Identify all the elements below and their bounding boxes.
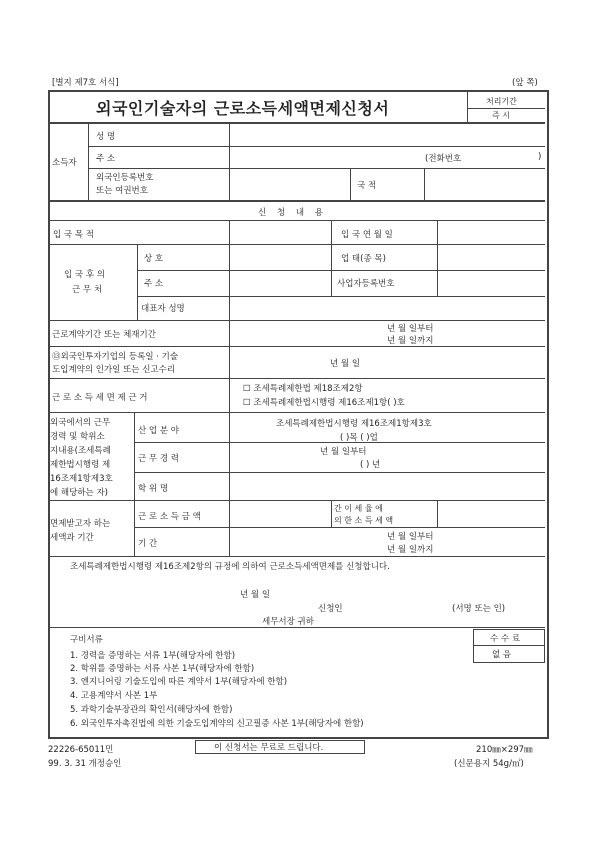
documents-heading: 구비서류	[70, 635, 103, 645]
career-field-label: 근 무 경 력	[138, 454, 179, 464]
contract-from: 년 월 일부터	[387, 324, 434, 334]
document-item: 6. 외국인투자촉진법에 의한 기술도입계약의 신고필증 사본 1부(해당자에 한함)	[70, 719, 364, 729]
basis-option-1[interactable]: ☐ 조세특례제한법 제18조제2항	[243, 384, 363, 394]
title-divider	[48, 122, 545, 124]
fee-value: 없 음	[492, 650, 512, 660]
application-heading: 신 청 내 용	[258, 208, 327, 218]
career-label-1: 외국에서의 근무	[50, 418, 111, 428]
phone-label: (전화번호	[425, 154, 462, 164]
career-value-2: ( ) 년	[360, 460, 381, 470]
entry-purpose-label: 입 국 목 적	[53, 230, 94, 240]
form-title: 외국인기술자의 근로소득세액면제신청서	[96, 99, 390, 118]
name-label: 성 명	[96, 132, 116, 142]
workplace-label-1: 입 국 후 의	[64, 270, 105, 280]
applicant-sign-label: 신청인	[318, 604, 343, 614]
sign-instruction: (서명 또는 인)	[452, 604, 506, 614]
declaration-statement: 조세특례제한법시행령 제16조제2항의 규정에 의하여 근로소득세액면제를 신청합니다.	[70, 562, 390, 572]
document-item: 4. 고용계약서 사본 1부	[70, 691, 158, 701]
career-value-1: 년 월 일부터	[320, 447, 367, 457]
period-from: 년 월 일부터	[387, 532, 434, 542]
paper-size: 210㎜×297㎜	[476, 745, 533, 755]
investment-date: 년 월 일	[330, 359, 361, 369]
processing-period-value: 즉 시	[492, 111, 510, 120]
form-number: [별지 제7호 서식]	[52, 78, 119, 88]
document-item: 1. 경력을 증명하는 서류 1부(해당자에 한함)	[70, 651, 236, 661]
registration-label-2: 또는 여권번호	[96, 186, 148, 196]
representative-label: 대표자 성명	[141, 304, 185, 314]
industry-label: 산 업 분 야	[138, 426, 179, 436]
period-label: 기 간	[138, 539, 158, 549]
career-label-2: 경력 및 학위소	[50, 432, 105, 442]
exempt-label-2: 세액과 기간	[50, 533, 94, 543]
career-label-3: 지내용(조세특례	[50, 446, 111, 456]
exempt-label-1: 면제받고자 하는	[50, 519, 111, 529]
industry-value-1: 조세특례제한법시행령 제16조제1항제3호	[276, 419, 432, 429]
business-type-label: 업 태(종 목)	[341, 254, 386, 264]
fee-label: 수 수 료	[490, 634, 521, 644]
form-code: 22226-65011민	[48, 745, 114, 755]
page-side-label: (앞 쪽)	[512, 78, 538, 88]
period-to: 년 월 일까지	[387, 545, 434, 555]
document-item: 2. 학위를 증명하는 서류 사본 1부(해당자에 한함)	[70, 664, 255, 674]
simple-tax-label-2: 의 한 소 득 세 액	[334, 516, 394, 525]
career-label-4: 제한법시행령 제	[50, 460, 111, 470]
free-notice: 이 신청서는 무료로 드립니다.	[214, 743, 324, 753]
nationality-label: 국 적	[357, 181, 377, 191]
contract-to: 년 월 일까지	[387, 336, 434, 346]
degree-label: 학 위 명	[138, 484, 169, 494]
address-label: 주 소	[96, 154, 116, 164]
investment-label-1: ⑬외국인투자기업의 등록일 · 기술	[52, 352, 179, 362]
investment-label-2: 도입계약의 인가일 또는 신고수리	[52, 365, 176, 375]
phone-close: )	[538, 152, 542, 162]
document-item: 5. 과학기술부장관의 확인서(해당자에 한함)	[70, 705, 233, 715]
industry-value-2: ( )목 ( )업	[340, 433, 378, 443]
recipient-label: 세무서장 귀하	[262, 617, 314, 627]
workplace-label-2: 근 무 처	[72, 285, 103, 295]
contract-period-label: 근로계약기간 또는 체재기간	[52, 330, 156, 340]
approval-date: 99. 3. 31 개정승인	[48, 759, 122, 769]
declaration-date: 년 월 일	[240, 590, 271, 600]
document-item: 3. 엔지니어링 기술도입에 따른 계약서 1부(해당자에 한함)	[70, 677, 288, 687]
exemption-basis-label: 근 로 소 득 세 면 제 근 거	[52, 393, 148, 403]
career-label-5: 16조제1항제3호	[50, 474, 113, 484]
applicant-section-label: 소득자	[52, 158, 77, 168]
career-label-6: 에 해당하는 자)	[50, 488, 108, 498]
workplace-address-label: 주 소	[144, 279, 164, 289]
simple-tax-label-1: 간 이 세 율 에	[334, 504, 383, 513]
registration-label-1: 외국인등록번호	[96, 173, 154, 183]
business-reg-label: 사업자등록번호	[337, 279, 395, 289]
entry-date-label: 입 국 연 월 일	[341, 230, 393, 240]
income-amount-label: 근 로 소 득 금 액	[138, 512, 201, 522]
basis-option-2[interactable]: ☐ 조세특례제한법시행령 제16조제1항( )호	[243, 398, 405, 408]
paper-type: (신문용지 54g/㎡)	[454, 759, 524, 769]
processing-period-label: 처리기간	[486, 97, 517, 106]
trade-name-label: 상 호	[144, 254, 164, 264]
